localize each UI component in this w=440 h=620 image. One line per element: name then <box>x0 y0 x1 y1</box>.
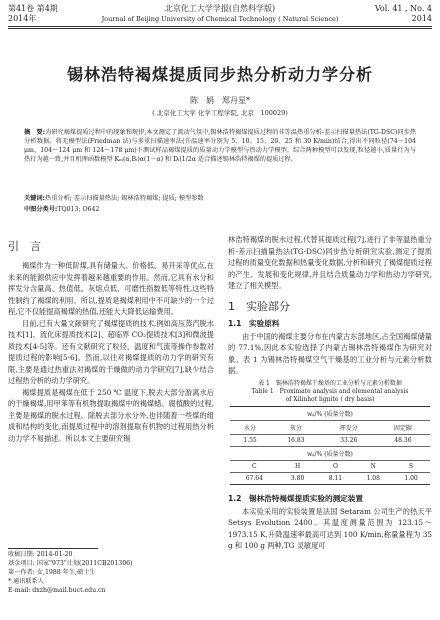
table-cell: 8.11 <box>328 474 343 482</box>
section-1-2-text: 本实验采用的实验装置是法国 Setaram 公司生产的热天平 Setsys Evolution 2400。其温度测量范围为 123.15～1973.15 K,升降温速率最高可达到 100 K/min,称量量程为 35 g 和 100 g 两种,TG 灵敏度可 <box>228 506 432 550</box>
clc-label: 中图分类号: <box>24 206 58 213</box>
table-cell: 1.08 <box>366 474 380 482</box>
table-cell: H <box>294 462 301 470</box>
table-cell: 1.55 <box>243 436 257 444</box>
section-1-1-heading: 1.1 实验原料 <box>228 318 280 328</box>
table-cell: S <box>409 462 414 470</box>
header-journal-cn: 北京化工大学学报(自然科学版) <box>164 4 276 13</box>
footnote-received: 收稿日期: 2014-01-20 <box>8 551 73 558</box>
data-table <box>230 406 430 447</box>
footnote-email: E-mail: dxzh@mail.buct.edu.cn <box>8 587 106 594</box>
table-cell: C <box>252 462 257 470</box>
table-cell: N <box>370 462 376 470</box>
footnote-author: 第一作者: 女,1988 年生,硕士生 <box>8 569 96 576</box>
data-table-elemental <box>230 447 430 485</box>
table-proximate-header: wₐ/% (质量分数) <box>230 406 430 420</box>
section-1-heading: 1 实验部分 <box>228 299 290 313</box>
abstract-text: 为研究褐煤提质过程中的现象和规律,本文测定了流动气氛中,锡林浩特褐煤提质过程的非等温热重分析-差示扫描量热法(TG-DSC)同步热分析数据。将无模型法(Friedman 法)与多重扫描速率法(升温速率分别为 5、10、15、20、25 和 30 K/min)结合,得出不同粒径(74～104 μm、104～124 μm 和 124～178 μm)下测试样品褐煤提质的质量动力学模型与热动力学模型。综合两种模型可以发现,粒径越小,质量行为与热行为越一致,并且机理函数模型 Kₘ(α,Bᵢ)α(1－α) 和 Dᵢ(1/2α 适合描述锡林浩特褐煤的提质过程。 <box>24 129 416 163</box>
table-cell: 67.64 <box>245 474 263 482</box>
right-cont: 林浩特褐煤的脱水过程,代替其提质过程[7],进行了非等温热重分析-差示扫描量热法(TG-DSC)同步热分析研究实验,测定了提质过程的质量变化数据和热量变化数据,分析和研究了褐煤提质过程的产生、发展和变化规律,并且结合质量动力学和热动力学研究,建立了相关模型。 <box>228 235 432 290</box>
intro-para-3: 褐煤提质是褐煤在低于 250 ℃ 温度下,脱去大部分游离水后的干燥褐煤,用甲苯等有机物提取褐煤中的褐煤蜡、腐植酸的过程,主要是褐煤的脱水过程。除脱去部分水分外,也伴随着一些煤的组成和结构的变化,而提质过程中的溶剂提取有机物的过程用热分析动力学不易描述。所以本文主要研究锡 <box>8 387 214 443</box>
intro-para-1: 褐煤作为一种低阶煤,具有储量大、价格低、易开采等优点,在未来的能源供应中发挥着越来越重要的作用。然而,它具有水分和挥发分含量高、热值低、灰熔点低、可磨性指数低等特性,这些特性制约了褐煤的利用。所以,提质是褐煤利用中不可缺少的一个过程,它不仅能提高褐煤的热值,还能大大降低运输费用。 <box>8 261 214 316</box>
table-cell: 3.80 <box>290 474 305 482</box>
table-cell: O <box>332 462 338 470</box>
table-cell: 16.83 <box>287 436 305 444</box>
abstract-label: 摘 要: <box>24 129 46 136</box>
keywords-text: 热重分析; 差示扫描量热法; 锡林浩特褐煤; 提质; 模型参数 <box>45 195 204 202</box>
header-year: 2014年 <box>8 14 37 23</box>
affiliation: ( 北京化工大学 化学工程学院, 北京 100029) <box>152 109 288 117</box>
table-caption-cn: 表 1 锡林浩特褐煤干燥基的工业分析与元素分析数据 <box>258 379 402 387</box>
paper-title: 锡林浩特褐煤提质同步热分析动力学分析 <box>66 65 373 84</box>
table-cell: 33.26 <box>340 436 358 444</box>
header-journal-en: Journal of Beijing University of Chemical Technology ( Natural Science) <box>101 15 339 23</box>
header-rule <box>8 26 432 27</box>
clc-number <box>24 205 416 214</box>
table-caption-en-2: of Xilinhot lignite ( dry basis) <box>285 395 375 403</box>
intro-para-2: 目前,已有大量文献研究了褐煤提质的技术,例如高压蒸汽脱水技术[1]、流化床提质技术[2]、超临界 CO₂提质技术[3]和微波提质技术[4-5]等。还有文献研究了粒径、温度和气流等操作参数对提质过程的影响[5-6]。然而,以往对褐煤提质的动力学的研究有限,主要是通过热重法对褐煤的干燥做的动力学研究[7],缺少结合过程热分析的动力学研究。 <box>8 318 214 385</box>
header-rule-thin <box>8 28 432 29</box>
section-1-1-text: 由于中国的褐煤主要分布在内蒙古东部地区,占全国褐煤储量的 77.1%,因此本实验选择了内蒙古锡林浩特褐煤作为研究对象。表 1 为锡林浩特褐煤空气干燥基的工业分析与元素分析数据。 <box>228 331 432 375</box>
footnote-rule <box>8 548 98 549</box>
table-caption-en-1: Table 1 Proximate analysis and elemental analysis <box>251 387 409 395</box>
table-cell: 挥发分 <box>339 424 358 432</box>
table-cell: 水分 <box>244 424 257 432</box>
table-cell: 48.36 <box>394 436 412 444</box>
section-1-2-heading: 1.2 锡林浩特褐煤提质实验的测定装置 <box>228 493 363 503</box>
abstract <box>24 128 416 164</box>
header-volume: 第41卷 第4期 <box>8 4 58 13</box>
keywords-label: 关键词: <box>24 195 46 202</box>
footnote-fund: 基金项目: 国家"973"计划(2011CB201306) <box>8 560 133 567</box>
intro-heading: 引 言 <box>8 240 41 253</box>
footnote <box>8 550 214 595</box>
header-volume-en: Vol. 41 , No. 4 <box>374 4 432 13</box>
authors: 陈 娟 郑丹星* <box>190 96 250 105</box>
table-cell: 1.00 <box>404 474 418 482</box>
right-column <box>228 234 432 552</box>
footnote-corr: * 通讯联系人 <box>8 578 44 585</box>
left-column <box>8 230 214 444</box>
table-elemental-header: wₐ/% (质量分数) <box>230 447 430 461</box>
table-cell: 灰分 <box>289 424 302 432</box>
header-year-en: 2014 <box>411 14 432 23</box>
clc-text: TQ013; O642 <box>57 206 100 213</box>
table-caption <box>228 380 432 404</box>
keywords <box>24 194 416 203</box>
table-cell: 固定碳 <box>393 424 412 432</box>
